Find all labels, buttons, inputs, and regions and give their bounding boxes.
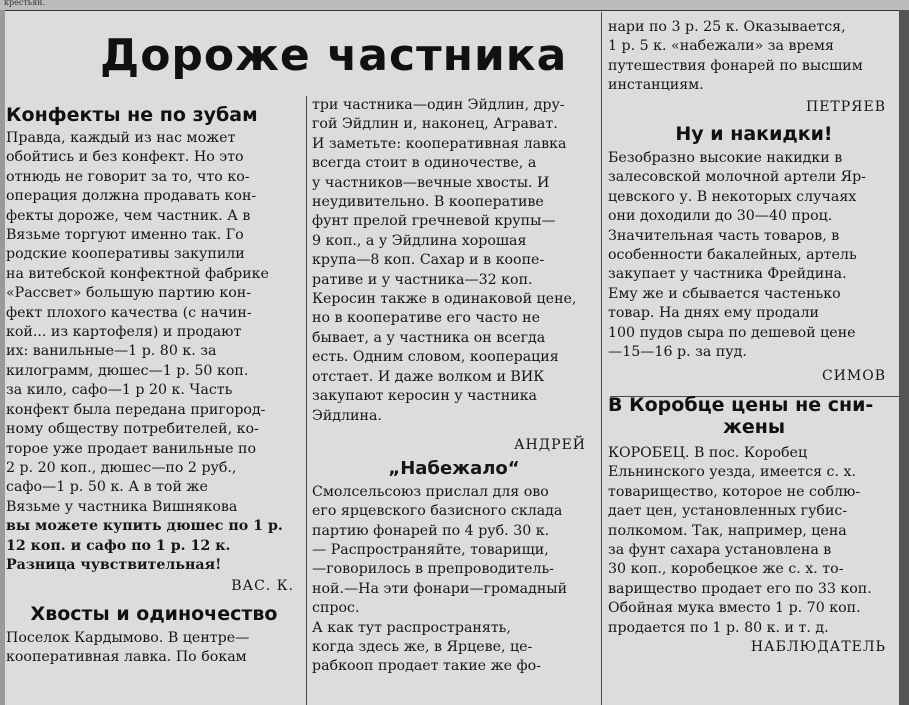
text-line: крупа—8 коп. Сахар и в коопе- [312, 252, 545, 269]
left-page-edge [0, 10, 5, 705]
text-line: Керосин также в одинаковой цене, [312, 291, 577, 308]
text-line: 2 р. 20 коп., дюшес—по 2 руб., [6, 459, 237, 476]
text-line: Ельнинского уезда, имеется с. х. [608, 464, 857, 481]
text-line: отнюдь не говорит за то, что ко- [6, 168, 250, 185]
text-line: обойтись и без конфект. Но это [6, 149, 244, 166]
text-line: кой... из картофеля) и продают [6, 324, 242, 341]
text-line: конфект была передана пригород- [6, 401, 266, 418]
text-line: продается по 1 р. 80 к. и т. д. [608, 619, 829, 636]
headline: Дороже частника [100, 30, 568, 81]
text-line: Правда, каждый из нас может [6, 130, 236, 146]
article-korobets-body [608, 444, 900, 638]
text-line: ной.—На эти фонари—громадный [312, 580, 568, 597]
text-line: цевского у. В некоторых случаях [608, 188, 857, 205]
text-line: за кило, сафо—1 р 20 к. Часть [6, 382, 233, 399]
column-2 [312, 96, 596, 677]
text-line: на витебской конфектной фабрике [6, 265, 269, 282]
text-line: залесовской молочной артели Яр- [608, 169, 866, 186]
article-nabezhalo-body [312, 483, 596, 677]
text-line: полкомом. Так, например, цена [608, 522, 847, 539]
text-line: Разница чувствительная! [6, 556, 222, 573]
text-line: их: ванильные—1 р. 80 к. за [6, 343, 217, 360]
text-line: Эйдлина. [312, 407, 382, 424]
top-strip [0, 0, 909, 11]
text-line: фект плохого качества (с начин- [6, 304, 252, 321]
text-line: инстанциям. [608, 77, 704, 94]
text-line: Вязьме у частника Вишнякова [6, 498, 238, 515]
subheading-konfekty: Конфекты не по зубам [6, 104, 258, 126]
text-line: товар. На днях ему продали [608, 305, 819, 322]
text-line: отстает. И даже волком и ВИК [312, 368, 545, 385]
text-line: неудивительно. В кооперативе [312, 194, 544, 211]
text-line: килограмм, дюшес—1 р. 50 коп. [6, 362, 249, 379]
subheading-nakidki: Ну и накидки! [675, 123, 833, 146]
text-line: ному обществу потребителей, ко- [6, 421, 259, 438]
text-line: его ярцевского базисного склада [312, 503, 563, 520]
text-line: фекты дороже, чем частник. А в [6, 207, 251, 224]
article-khvosty-continued [312, 96, 596, 426]
right-page-edge [899, 10, 909, 705]
subheading-korobets-line2: жены [722, 415, 786, 438]
signature-nablyudatel: НАБЛЮДАТЕЛЬ [750, 638, 886, 655]
text-line: Обойная мука вместо 1 р. 70 коп. [608, 600, 861, 617]
text-line: «Рассвет» большую партию кон- [6, 285, 252, 302]
text-line: операция должна продавать кон- [6, 188, 257, 205]
text-line: —говорилось в препроводитель- [312, 561, 554, 578]
column-rule-1 [306, 96, 307, 705]
text-line: нари по 3 р. 25 к. Оказывается, [608, 19, 846, 35]
column-3 [608, 18, 900, 657]
text-line: за фунт сахара установлена в [608, 541, 832, 558]
text-line: —15—16 р. за пуд. [608, 344, 747, 361]
text-line: Смолсельсоюз прислал для ово [312, 483, 549, 500]
text-line: рабкооп продает такие же фо- [312, 658, 541, 675]
subheading-khvosty: Хвосты и одиночество [30, 602, 278, 625]
text-line: закупают керосин у частника [312, 388, 538, 405]
text-line: родские кооперативы закупили [6, 246, 245, 263]
signature-petryaev: ПЕТРЯЕВ [805, 98, 886, 115]
column-1 [6, 104, 302, 668]
text-line: бывает, а у частника он всегда [312, 329, 546, 346]
text-line: товарищество, которое не соблю- [608, 483, 861, 500]
text-line: 100 пудов сыра по дешевой цене [608, 324, 856, 341]
text-line: есть. Одним словом, кооперация [312, 349, 559, 366]
text-line: дает цен, установленных губис- [608, 503, 848, 520]
text-line: А как тут распространять, [312, 619, 511, 636]
article-khvosty-body [6, 629, 302, 668]
article-nabezhalo-continued [608, 18, 900, 96]
text-line: КОРОБЕЦ. В пос. Коробец [608, 444, 808, 461]
column-rule-2 [601, 12, 602, 705]
text-line: — Распространяйте, товарищи, [312, 541, 549, 558]
text-line: И заметьте: кооперативная лавка [312, 135, 567, 152]
signature-vas-k: ВАС. К. [231, 578, 294, 595]
text-line: 30 коп., коробецкое же с. х. то- [608, 561, 844, 578]
text-line: когда здесь же, в Ярцеве, це- [312, 638, 533, 655]
text-line: спрос. [312, 600, 360, 617]
text-line: путешествия фонарей по высшим [608, 57, 863, 74]
text-line: три частника—один Эйдлин, дру- [312, 97, 565, 113]
text-line: кооперативная лавка. По бокам [6, 649, 247, 666]
text-line: закупает у частника Фрейдина. [608, 266, 847, 283]
article-konfekty-body [6, 129, 302, 575]
text-line: сафо—1 р. 50 к. А в той же [6, 479, 208, 496]
subheading-korobets-line1: В Коробце цены не сни- [608, 393, 874, 416]
text-line: 1 р. 5 к. «набежали» за время [608, 38, 834, 55]
top-strip-text: крестьян. [4, 0, 46, 7]
article-nakidki-body [608, 149, 900, 362]
signature-simov: СИМОВ [821, 367, 886, 384]
subheading-nabezhalo: „Набежало“ [388, 458, 520, 480]
text-line: ративе и у частника—32 коп. [312, 271, 533, 288]
signature-andrei: АНДРЕЙ [513, 436, 586, 453]
text-line: гой Эйдлин и, наконец, Аграват. [312, 116, 558, 133]
text-line: торое уже продает ванильные по [6, 440, 256, 457]
text-line: у частников—вечные хвосты. И [312, 174, 550, 191]
text-line: Безобразно высокие накидки в [608, 150, 843, 167]
text-line: Поселок Кардымово. В центре— [6, 629, 250, 646]
text-line: фунт прелой гречневой крупы— [312, 213, 556, 230]
text-line: особенности бакалейных, артель [608, 247, 857, 264]
text-line: 12 коп. и сафо по 1 р. 12 к. [6, 537, 231, 554]
text-line: варищество продает его по 33 коп. [608, 580, 872, 597]
text-line: вы можете купить дюшес по 1 р. [6, 518, 283, 535]
text-line: они доходили до 30—40 проц. [608, 208, 833, 225]
text-line: 9 коп., а у Эйдлина хорошая [312, 232, 527, 249]
text-line: Вязьме торгуют именно так. Го [6, 227, 244, 244]
text-line: всегда стоит в одиночестве, а [312, 155, 537, 172]
text-line: но в кооперативе его часто не [312, 310, 540, 327]
text-line: Ему же и сбывается частенько [608, 285, 841, 302]
text-line: партию фонарей по 4 руб. 30 к. [312, 522, 550, 539]
text-line: Значительная часть товаров, в [608, 227, 840, 244]
